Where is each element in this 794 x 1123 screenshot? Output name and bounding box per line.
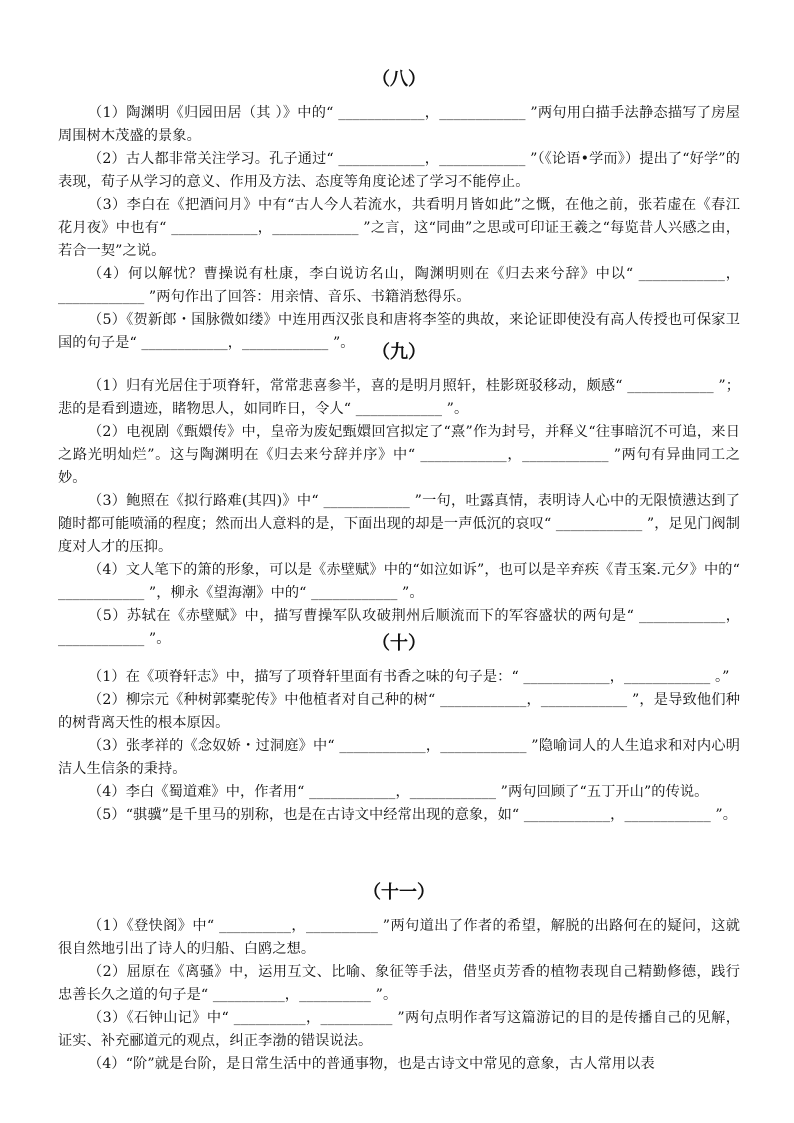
question-item: （2）柳宗元《种树郭橐驼传》中他植者对自己种的树“ ____________，____________ ”，是导致他们种的树背离天性的根本原因。 bbox=[58, 692, 740, 731]
question-item: （4）何以解忧？曹操说有杜康，李白说访名山，陶渊明则在《归去来兮辞》中以“ ____________，____________ ”两句作出了回答：用亲情、音乐、书籍消愁得乐。 bbox=[58, 266, 740, 305]
question-item: （5）《贺新郎・国脉微如缕》中连用西汉张良和唐将李筌的典故，来论证即使没有高人传授也可保家卫国的句子是“ ____________，____________ ”。 bbox=[58, 312, 740, 351]
question-item: （1）归有光居住于项脊轩，常常悲喜参半，喜的是明月照轩，桂影斑驳移动，颇感“ ____________ ”；悲的是看到遗迹，睹物思人，如同昨日，令人“ ____________ ”。 bbox=[58, 378, 740, 417]
section-10 bbox=[58, 632, 740, 827]
question-item: （4）李白《蜀道难》中，作者用“ ____________，____________ ”两句回顾了“五丁开山”的传说。 bbox=[88, 784, 709, 800]
section-8 bbox=[58, 68, 740, 355]
question-item: （3）李白在《把酒问月》中有“古人今人若流水，共看明月皆如此”之慨，在他之前，张若虚在《春江花月夜》中也有“ ____________，____________ ”之言，这“同曲”之思或可印证王羲之“每览昔人兴感之由，若合一契”之说。 bbox=[58, 197, 740, 259]
question-item: （1）在《项脊轩志》中，描写了项脊轩里面有书香之味的句子是：“ ____________，____________ 。” bbox=[88, 669, 730, 685]
question-item: （1）陶渊明《归园田居（其 ）》中的“ ____________，____________ ”两句用白描手法静态描写了房屋周围树木茂盛的景象。 bbox=[58, 105, 740, 144]
question-item: （5）苏轼在《赤壁赋》中，描写曹操军队攻破荆州后顺流而下的军容盛状的两句是“ ____________，____________ ”。 bbox=[58, 608, 740, 647]
section-heading: （九） bbox=[372, 342, 426, 363]
question-item: （3）鲍照在《拟行路难(其四)》中“ ____________ ”一句，吐露真情，表明诗人心中的无限愤懑达到了随时都可能喷涌的程度；然而出人意料的是，下面出现的却是一声低沉的哀叹“ ____________ ”，足见门阀制度对人才的压抑。 bbox=[58, 493, 740, 555]
section-heading: （十） bbox=[372, 633, 426, 654]
question-item: （1）《登快阁》中“ __________，__________ ”两句道出了作者的希望，解脱的出路何在的疑问，这就很自然地引出了诗人的归船、白鸥之想。 bbox=[58, 918, 740, 957]
section-11 bbox=[58, 881, 740, 1076]
question-item: （2）屈原在《离骚》中，运用互文、比喻、象征等手法，借坚贞芳香的植物表现自己精勤修德，践行忠善长久之道的句子是“ __________，__________ ”。 bbox=[58, 964, 740, 1003]
question-item: （3）张孝祥的《念奴娇・过洞庭》中“ ____________，____________ ”隐喻词人的人生追求和对内心明洁人生信条的秉持。 bbox=[58, 738, 740, 777]
question-item: （2）电视剧《甄嬛传》中，皇帝为废妃甄嬛回宫拟定了“熹”作为封号，并释义“往事暗沉不可追，来日之路光明灿烂”。这与陶渊明在《归去来兮辞并序》中“ ____________，____________ ”两句有异曲同工之妙。 bbox=[58, 424, 740, 486]
question-item: （5）“骐骥”是千里马的别称，也是在古诗文中经常出现的意象，如“ ____________，____________ ”。 bbox=[88, 807, 738, 823]
question-item: （4）“阶”就是台阶，是日常生活中的普通事物，也是古诗文中常见的意象，古人常用以表 bbox=[88, 1056, 655, 1072]
section-heading: （八） bbox=[372, 69, 426, 90]
question-item: （4）文人笔下的箫的形象，可以是《赤壁赋》中的“如泣如诉”，也可以是辛弃疾《青玉案.元夕》中的“ ____________ ”，柳永《望海潮》中的“ ____________ ”。 bbox=[58, 562, 740, 601]
question-item: （3）《石钟山记》中“ __________，__________ ”两句点明作者写这篇游记的目的是传播自己的见解，证实、补充郦道元的观点，纠正李渤的错误说法。 bbox=[58, 1010, 740, 1049]
question-item: （2）古人都非常关注学习。孔子通过“ ____________，____________ ”（《论语•学而》）提出了“好学”的表现，荀子从学习的意义、作用及方法、态度等角度论述了学习不能停止。 bbox=[58, 151, 740, 190]
section-9 bbox=[58, 341, 740, 651]
section-heading: （十一） bbox=[363, 882, 435, 903]
